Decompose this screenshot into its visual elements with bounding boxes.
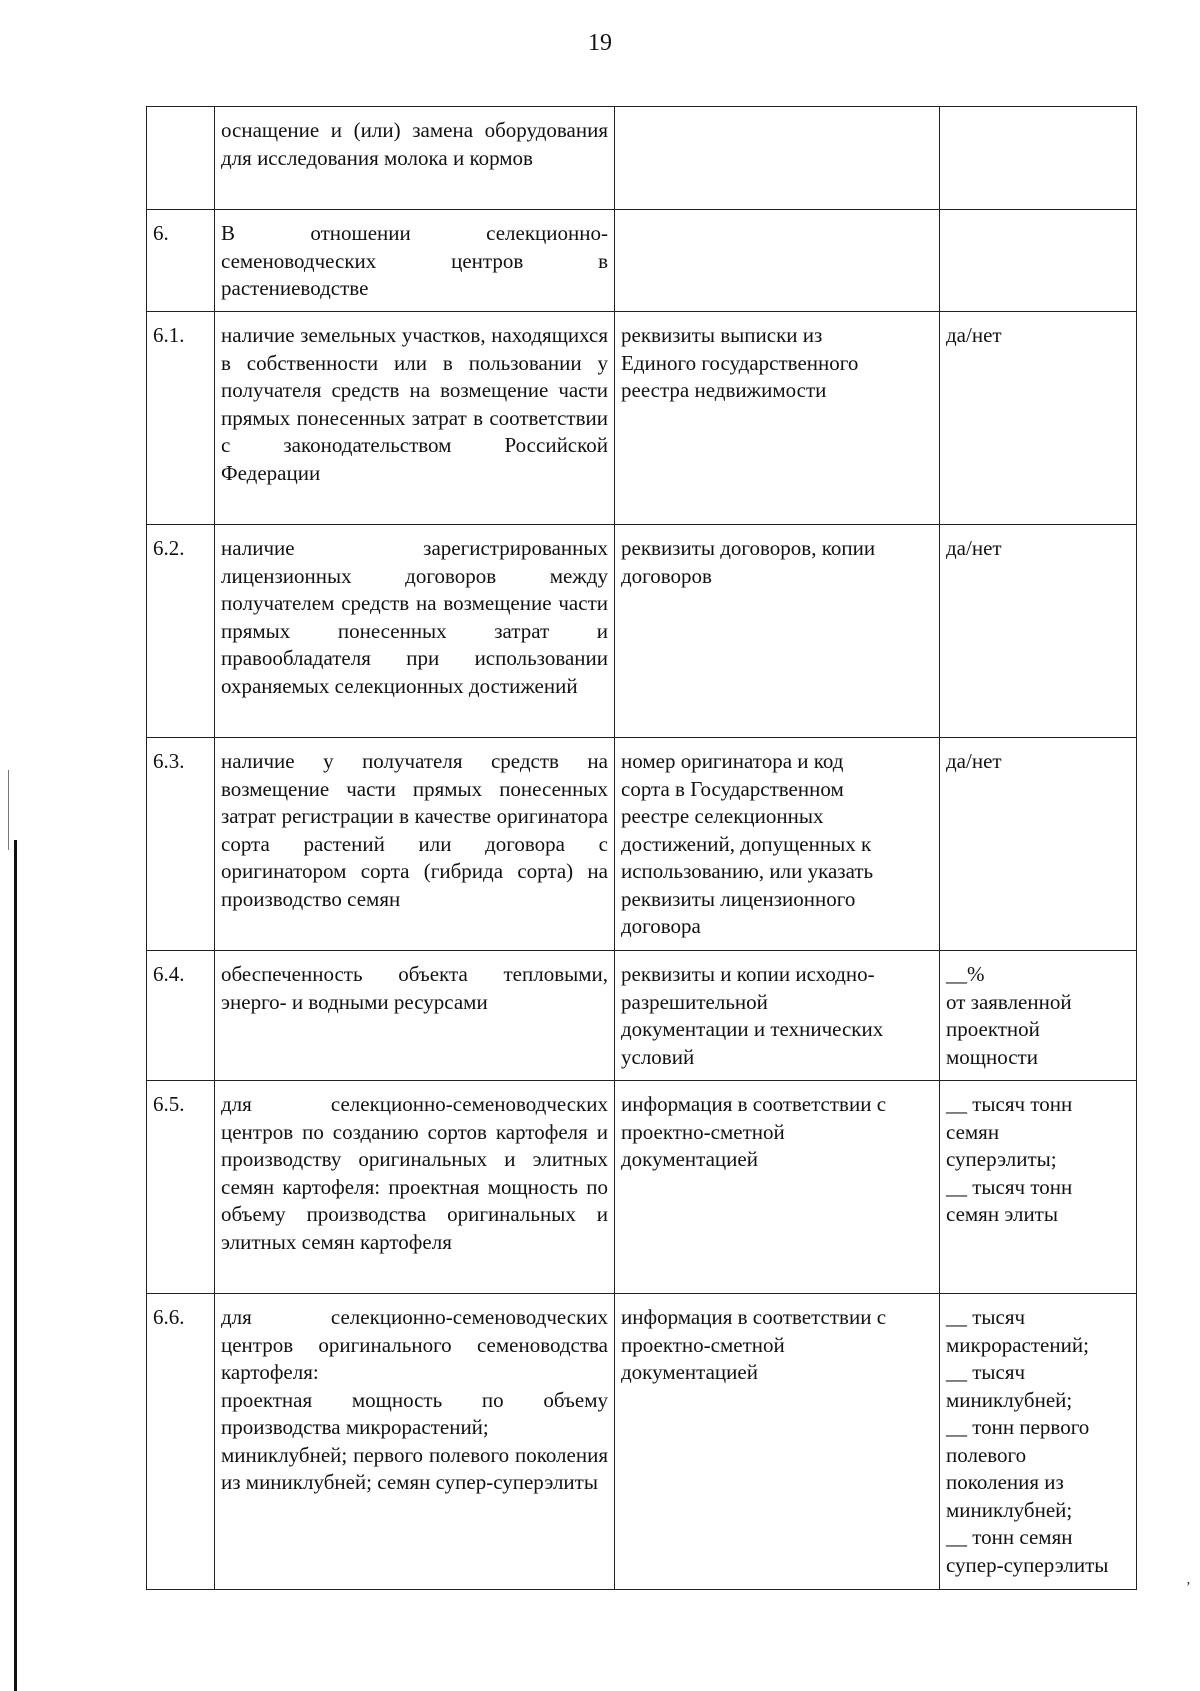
row-description-cell — [215, 210, 615, 312]
row-number-text: 6.3. — [153, 749, 185, 773]
row-value-cell — [940, 1081, 1137, 1294]
margin-line-thin — [8, 770, 9, 850]
row-description-text: оснащение и (или) замена оборудования для исследования молока и кормов — [221, 118, 608, 170]
row-value-cell — [940, 738, 1137, 951]
row-value-cell — [940, 312, 1137, 525]
row-number-cell — [147, 1294, 215, 1590]
row-number-cell — [147, 738, 215, 951]
row-number-text: 6.2. — [153, 536, 185, 560]
table-row — [147, 1294, 1137, 1590]
scan-mark: ’ — [1186, 1580, 1191, 1595]
row-documents-text: информация в соответствии с проектно-сметной документацией — [621, 1305, 887, 1384]
row-number-cell — [147, 107, 215, 210]
row-value-text: да/нет — [946, 323, 1002, 347]
margin-binding-line — [14, 840, 17, 1691]
row-description-text: наличие земельных участков, находящихся в собственности или в пользовании у получателя средств на возмещение части прямых понесенных затрат в соответствии с законодательством Российской Федерации — [221, 323, 608, 485]
table-row — [147, 107, 1137, 210]
row-number-cell — [147, 1081, 215, 1294]
row-documents-cell — [615, 107, 940, 210]
row-value-text: да/нет — [946, 536, 1002, 560]
row-documents-cell — [615, 1294, 940, 1590]
row-documents-text: информация в соответствии с проектно-сметной документацией — [621, 1092, 887, 1171]
row-description-text: для селекционно-семеноводческих центров по созданию сортов картофеля и производству оригинальных и элитных семян картофеля: проектная мощность по объему производства оригинальных и элитных семян картофеля — [221, 1092, 608, 1254]
row-description-cell — [215, 951, 615, 1081]
row-description-text: для селекционно-семеноводческих центров оригинального семеноводства картофеля: проектная мощность по объему производства микрорастений; миниклубней; первого полевого поколения из миниклубней; семян супер-суперэлиты — [221, 1305, 608, 1494]
row-value-cell — [940, 1294, 1137, 1590]
row-number-text: 6.6. — [153, 1305, 185, 1329]
row-description-cell — [215, 738, 615, 951]
row-value-text: __ тысяч микрорастений; __ тысяч миниклубней; __ тонн первого полевого поколения из миниклубней; __ тонн семян супер-суперэлиты — [946, 1305, 1109, 1577]
row-number-cell — [147, 525, 215, 738]
row-value-cell — [940, 951, 1137, 1081]
row-value-cell — [940, 525, 1137, 738]
table-row — [147, 1081, 1137, 1294]
row-documents-text: реквизиты договоров, копии договоров — [621, 536, 876, 588]
row-documents-text: реквизиты выписки из Единого государственного реестра недвижимости — [621, 323, 859, 402]
row-documents-cell — [615, 1081, 940, 1294]
row-number-text: 6.4. — [153, 962, 185, 986]
row-description-text: обеспеченность объекта тепловыми, энерго- и водными ресурсами — [221, 962, 608, 1014]
row-number-cell — [147, 951, 215, 1081]
row-number-text: 6. — [153, 221, 169, 245]
row-value-cell — [940, 107, 1137, 210]
row-value-text: __% от заявленной проектной мощности — [946, 962, 1072, 1069]
table-row — [147, 210, 1137, 312]
table-row — [147, 312, 1137, 525]
criteria-table — [146, 106, 1137, 1590]
row-documents-cell — [615, 210, 940, 312]
row-number-cell — [147, 312, 215, 525]
row-documents-cell — [615, 312, 940, 525]
row-value-cell — [940, 210, 1137, 312]
row-number-text: 6.5. — [153, 1092, 185, 1116]
row-description-cell — [215, 312, 615, 525]
row-documents-text: номер оригинатора и код сорта в Государственном реестре селекционных достижений, допущенных к использованию, или указать реквизиты лицензионного договора — [621, 749, 874, 938]
row-description-text: наличие у получателя средств на возмещение части прямых понесенных затрат регистрации в качестве оригинатора сорта растений или договора с оригинатором сорта (гибрида сорта) на производство семян — [221, 749, 608, 911]
row-description-text: В отношении селекционно-семеноводческих центров в растениеводстве — [221, 221, 608, 300]
row-description-text: наличие зарегистрированных лицензионных договоров между получателем средств на возмещение части прямых понесенных затрат и правообладателя при использовании охраняемых селекционных достижений — [221, 536, 608, 698]
row-value-text: __ тысяч тонн семян суперэлиты; __ тысяч тонн семян элиты — [946, 1092, 1073, 1226]
criteria-table-body — [147, 107, 1137, 1590]
page-number: 19 — [588, 30, 612, 56]
row-number-cell — [147, 210, 215, 312]
row-description-cell — [215, 1294, 615, 1590]
row-value-text: да/нет — [946, 749, 1002, 773]
row-documents-cell — [615, 951, 940, 1081]
row-documents-text: реквизиты и копии исходно- разрешительной документации и технических условий — [621, 962, 884, 1069]
table-row — [147, 525, 1137, 738]
table-row — [147, 951, 1137, 1081]
row-number-text: 6.1. — [153, 323, 185, 347]
row-documents-cell — [615, 738, 940, 951]
row-description-cell — [215, 1081, 615, 1294]
row-documents-cell — [615, 525, 940, 738]
table-row — [147, 738, 1137, 951]
row-description-cell — [215, 107, 615, 210]
row-description-cell — [215, 525, 615, 738]
